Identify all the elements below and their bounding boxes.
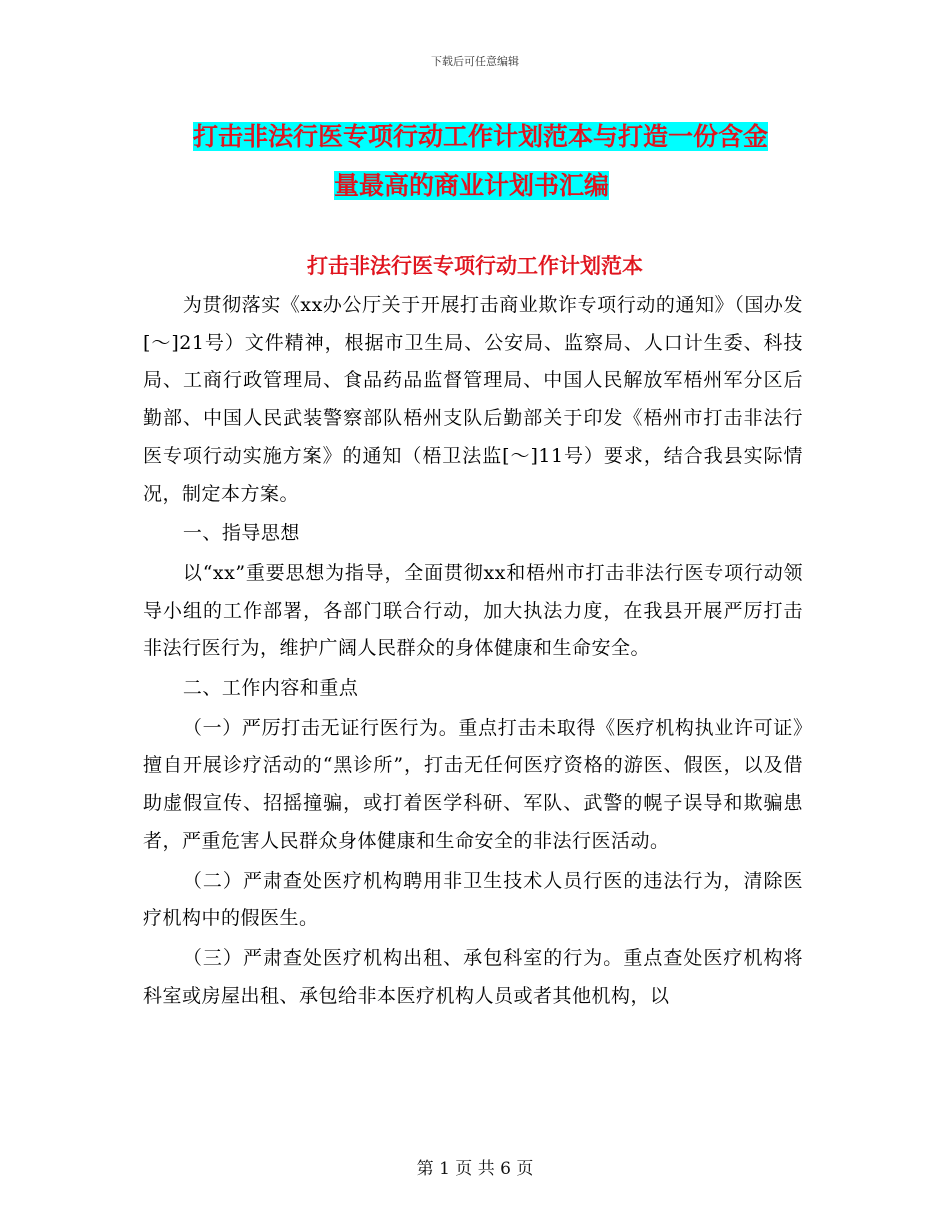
heading-guiding-ideology: 一、指导思想 (182, 522, 300, 545)
paragraph-intro: 为贯彻落实《xx办公厅关于开展打击商业欺诈专项行动的通知》（国办发[～]21号）文件精神，根据市卫生局、公安局、监察局、人口计生委、科技局、工商行政管理局、食品药品监督管理局、中国人民解放军梧州军分区后勤部、中国人民武装警察部队梧州支队后勤部关于印发《梧州市打击非法行医专项行动实施方案》的通知（梧卫法监[～]11号）要求，结合我县实际情况，制定本方案。 (143, 294, 803, 505)
title-line-2 (143, 161, 823, 210)
title-line-2-text: 量最高的商业计划书汇编 (334, 171, 610, 200)
page-number-footer: 第 1 页 共 6 页 (416, 1159, 534, 1179)
document-body (143, 287, 803, 1015)
paragraph-guiding-ideology: 以“xx”重要思想为指导，全面贯彻xx和梧州市打击非法行医专项行动领导小组的工作部署，各部门联合行动，加大执法力度，在我县开展严厉打击非法行医行为，维护广阔人民群众的身体健康和生命安全。 (143, 561, 803, 660)
document-title (143, 112, 823, 210)
heading-work-content: 二、工作内容和重点 (182, 677, 359, 700)
header-note: 下载后可任意编辑 (431, 55, 519, 68)
paragraph-item-3: （三）严肃查处医疗机构出租、承包科室的行为。重点查处医疗机构将科室或房屋出租、承包给非本医疗机构人员或者其他机构，以 (143, 946, 803, 1007)
paragraph-item-1: （一）严厉打击无证行医行为。重点打击未取得《医疗机构执业许可证》擅自开展诊疗活动的“黑诊所”，打击无任何医疗资格的游医、假医，以及借助虚假宣传、招摇撞骗，或打着医学科研、军队、武警的幌子误导和欺骗患者，严重危害人民群众身体健康和生命安全的非法行医活动。 (143, 716, 803, 852)
section-title: 打击非法行医专项行动工作计划范本 (307, 254, 643, 278)
title-line-1 (143, 112, 823, 161)
title-line-1-text: 打击非法行医专项行动工作计划范本与打造一份含金 (193, 122, 769, 151)
paragraph-item-2: （二）严肃查处医疗机构聘用非卫生技术人员行医的违法行为，清除医疗机构中的假医生。 (143, 869, 803, 930)
